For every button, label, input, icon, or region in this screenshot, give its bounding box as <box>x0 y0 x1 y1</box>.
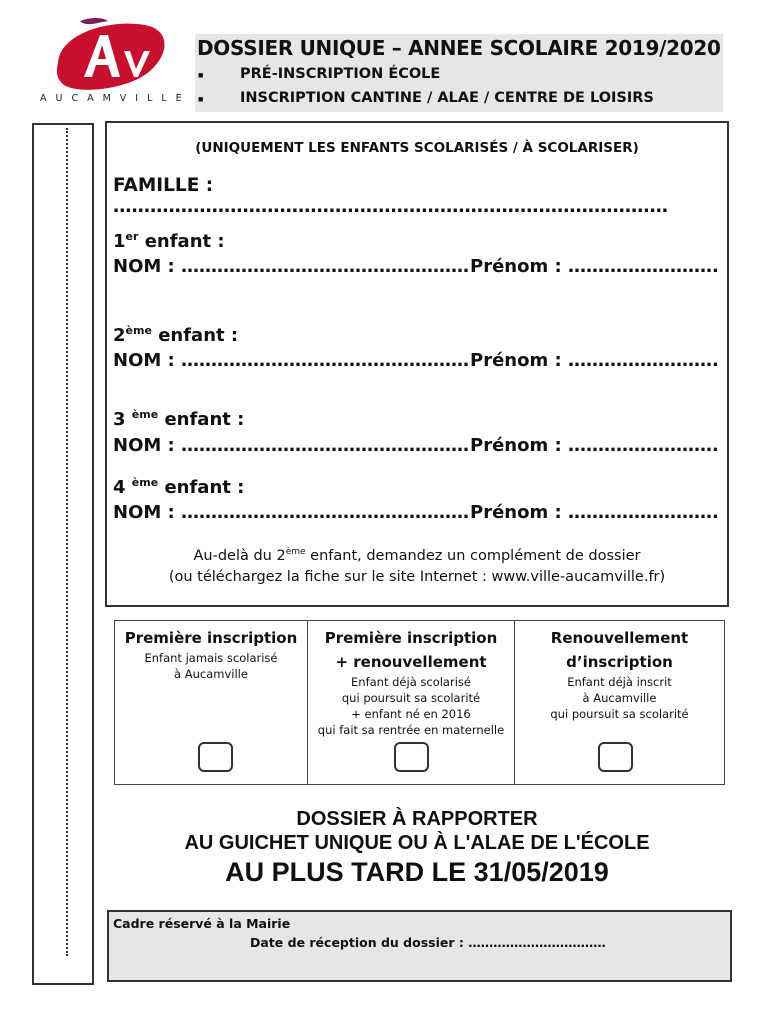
choice-description: Enfant déjà scolarisé qui poursuit sa scolarité + enfant né en 2016 qui fait sa rentrée en maternelle <box>317 675 505 737</box>
child-4-heading: 4 $^{ème}$ enfant : <box>113 476 245 498</box>
child-1-prenom-field[interactable]: Prénom : ……………………. <box>470 256 719 277</box>
side-margin-box <box>32 123 94 985</box>
choice-description: Enfant jamais scolarisé à Aucamville <box>144 651 278 681</box>
famille-field[interactable]: FAMILLE : ……………………………………………………………………………… <box>113 175 668 217</box>
aucamville-logo <box>50 15 180 93</box>
child-3-prenom-field[interactable]: Prénom : ……………………. <box>470 435 719 456</box>
child-2-prenom-field[interactable]: Prénom : ……………………. <box>470 350 719 371</box>
deadline-line-1: DOSSIER À RAPPORTER <box>296 808 538 830</box>
deadline-date: AU PLUS TARD LE 31/05/2019 <box>225 857 609 887</box>
choice-premiere-renouvellement <box>308 621 515 784</box>
header-bullet-1: PRÉ-INSCRIPTION ÉCOLE <box>240 66 441 82</box>
extra-children-note: Au-delà du 2ème enfant, demandez un complément de dossier <box>193 547 641 564</box>
logo-wordmark: AUCAMVILLE <box>40 93 191 104</box>
choice-renouvellement <box>515 621 724 784</box>
child-3-nom-field[interactable]: NOM : ………………………………………… <box>113 435 470 456</box>
header-bullet-2: INSCRIPTION CANTINE / ALAE / CENTRE DE LOISIRS <box>240 90 654 106</box>
deadline-line-2: AU GUICHET UNIQUE OU À L'ALAE DE L'ÉCOLE <box>184 832 650 854</box>
checkbox-premiere-inscription[interactable] <box>198 742 233 772</box>
checkbox-premiere-renouvellement[interactable] <box>394 742 429 772</box>
mairie-title: Cadre réservé à la Mairie <box>113 916 291 931</box>
choice-description: Enfant déjà inscrit à Aucamville qui poursuit sa scolarité <box>550 675 689 721</box>
form-note: (UNIQUEMENT LES ENFANTS SCOLARISÉS / À SCOLARISER) <box>195 140 639 156</box>
reception-date-field: Date de réception du dossier : …………………………… <box>250 935 606 950</box>
child-1-heading: 1er enfant : <box>113 230 225 252</box>
child-3-heading: 3 $^{ème}$ enfant : <box>113 408 245 430</box>
bullet-icon: ■ <box>198 94 204 104</box>
checkbox-renouvellement[interactable] <box>598 742 633 772</box>
bullet-icon: ■ <box>198 70 204 80</box>
choice-title: Première inscription <box>124 629 298 647</box>
inscription-type-table <box>114 620 725 785</box>
choice-premiere-inscription <box>115 621 308 784</box>
child-4-nom-field[interactable]: NOM : ………………………………………… <box>113 502 470 523</box>
child-2-heading: 2ème enfant : <box>113 324 239 346</box>
document-title: DOSSIER UNIQUE – ANNEE SCOLAIRE 2019/2020 <box>197 36 721 60</box>
fold-line <box>66 128 68 956</box>
choice-title: Renouvellement d’inscription <box>550 629 689 671</box>
download-note: (ou téléchargez la fiche sur le site Internet : www.ville-aucamville.fr) <box>168 569 666 585</box>
child-4-prenom-field[interactable]: Prénom : ……………………. <box>470 502 719 523</box>
child-2-nom-field[interactable]: NOM : ………………………………………… <box>113 350 470 371</box>
choice-title: Première inscription + renouvellement <box>324 629 498 671</box>
child-1-nom-field[interactable]: NOM : ………………………………………… <box>113 256 470 277</box>
